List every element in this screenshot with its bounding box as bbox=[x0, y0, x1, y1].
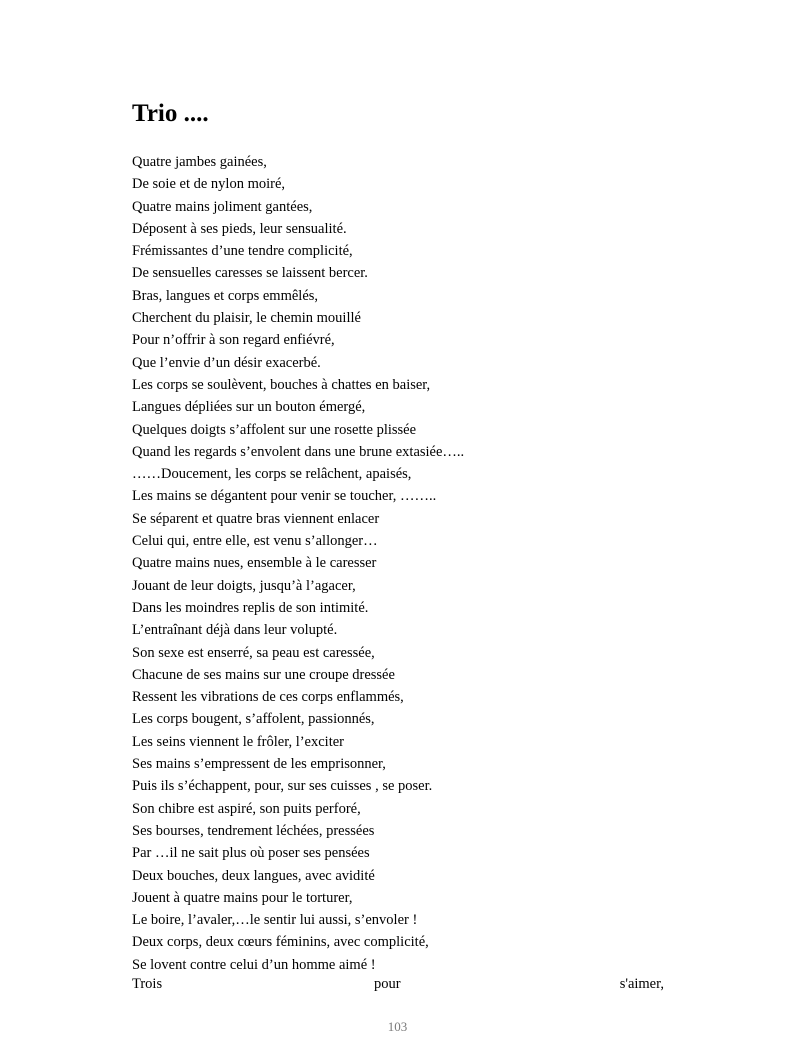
poem-line: Deux bouches, deux langues, avec avidité bbox=[132, 867, 375, 884]
poem-line: Que l’envie d’un désir exacerbé. bbox=[132, 354, 321, 371]
poem-body bbox=[132, 151, 672, 976]
poem-line: Quatre jambes gainées, bbox=[132, 154, 267, 170]
poem-line: Bras, langues et corps emmêlés, bbox=[132, 287, 319, 304]
poem-line: Chacune de ses mains sur une croupe dressée bbox=[132, 666, 395, 683]
poem-line: Langues dépliées sur un bouton émergé, bbox=[132, 399, 366, 416]
poem-line: Le boire, l’avaler,…le sentir lui aussi, s’envoler ! bbox=[132, 912, 418, 929]
poem-line: De soie et de nylon moiré, bbox=[132, 176, 286, 193]
poem-line: Pour n’offrir à son regard enfiévré, bbox=[132, 332, 335, 349]
poem-line: Les mains se dégantent pour venir se toucher, …….. bbox=[132, 488, 437, 505]
poem-line: Se séparent et quatre bras viennent enlacer bbox=[132, 510, 380, 527]
poem-line: Déposent à ses pieds, leur sensualité. bbox=[132, 220, 347, 237]
poem-line: Ses mains s’empressent de les emprisonner, bbox=[132, 756, 386, 773]
poem-line: Ressent les vibrations de ces corps enflammés, bbox=[132, 689, 404, 706]
poem-line: Quatre mains joliment gantées, bbox=[132, 198, 313, 215]
poem-line: Quelques doigts s’affolent sur une rosette plissée bbox=[132, 421, 417, 438]
page-number: 103 bbox=[387, 1019, 408, 1034]
poem-line: Son chibre est aspiré, son puits perforé, bbox=[132, 800, 361, 817]
poem-line: L’entraînant déjà dans leur volupté. bbox=[132, 622, 338, 639]
poem-line: Jouant de leur doigts, jusqu’à l’agacer, bbox=[132, 577, 356, 594]
poem-line: Celui qui, entre elle, est venu s’allonger… bbox=[132, 533, 378, 550]
poem-line: Frémissantes d’une tendre complicité, bbox=[132, 243, 353, 260]
last-line-word: s'aimer, bbox=[619, 976, 664, 992]
poem-line: Dans les moindres replis de son intimité. bbox=[132, 599, 369, 616]
poem-line: ……Doucement, les corps se relâchent, apaisés, bbox=[132, 466, 412, 483]
poem-line: Se lovent contre celui d’un homme aimé ! bbox=[132, 956, 376, 973]
poem-line: Les seins viennent le frôler, l’exciter bbox=[132, 733, 344, 750]
poem-line: Ses bourses, tendrement léchées, pressées bbox=[132, 822, 375, 839]
poem-line: Jouent à quatre mains pour le torturer, bbox=[132, 889, 353, 906]
poem-line: Les corps bougent, s’affolent, passionnés, bbox=[132, 711, 375, 728]
poem-line: Par …il ne sait plus où poser ses pensées bbox=[132, 845, 370, 862]
poem-line: Puis ils s’échappent, pour, sur ses cuisses , se poser. bbox=[132, 778, 433, 795]
poem-line: Son sexe est enserré, sa peau est caressée, bbox=[132, 644, 375, 661]
poem-line: Quatre mains nues, ensemble à le caresser bbox=[132, 555, 377, 572]
poem-line: Quand les regards s’envolent dans une brune extasiée….. bbox=[132, 443, 465, 460]
poem-line: Cherchent du plaisir, le chemin mouillé bbox=[132, 310, 361, 327]
poem-line: Deux corps, deux cœurs féminins, avec complicité, bbox=[132, 934, 429, 951]
last-line-word: Trois bbox=[132, 976, 163, 992]
last-line-word: pour bbox=[374, 976, 401, 992]
poem-title: Trio .... bbox=[132, 100, 209, 127]
poem-line: De sensuelles caresses se laissent bercer. bbox=[132, 265, 368, 282]
poem-line: Les corps se soulèvent, bouches à chattes en baiser, bbox=[132, 376, 431, 393]
